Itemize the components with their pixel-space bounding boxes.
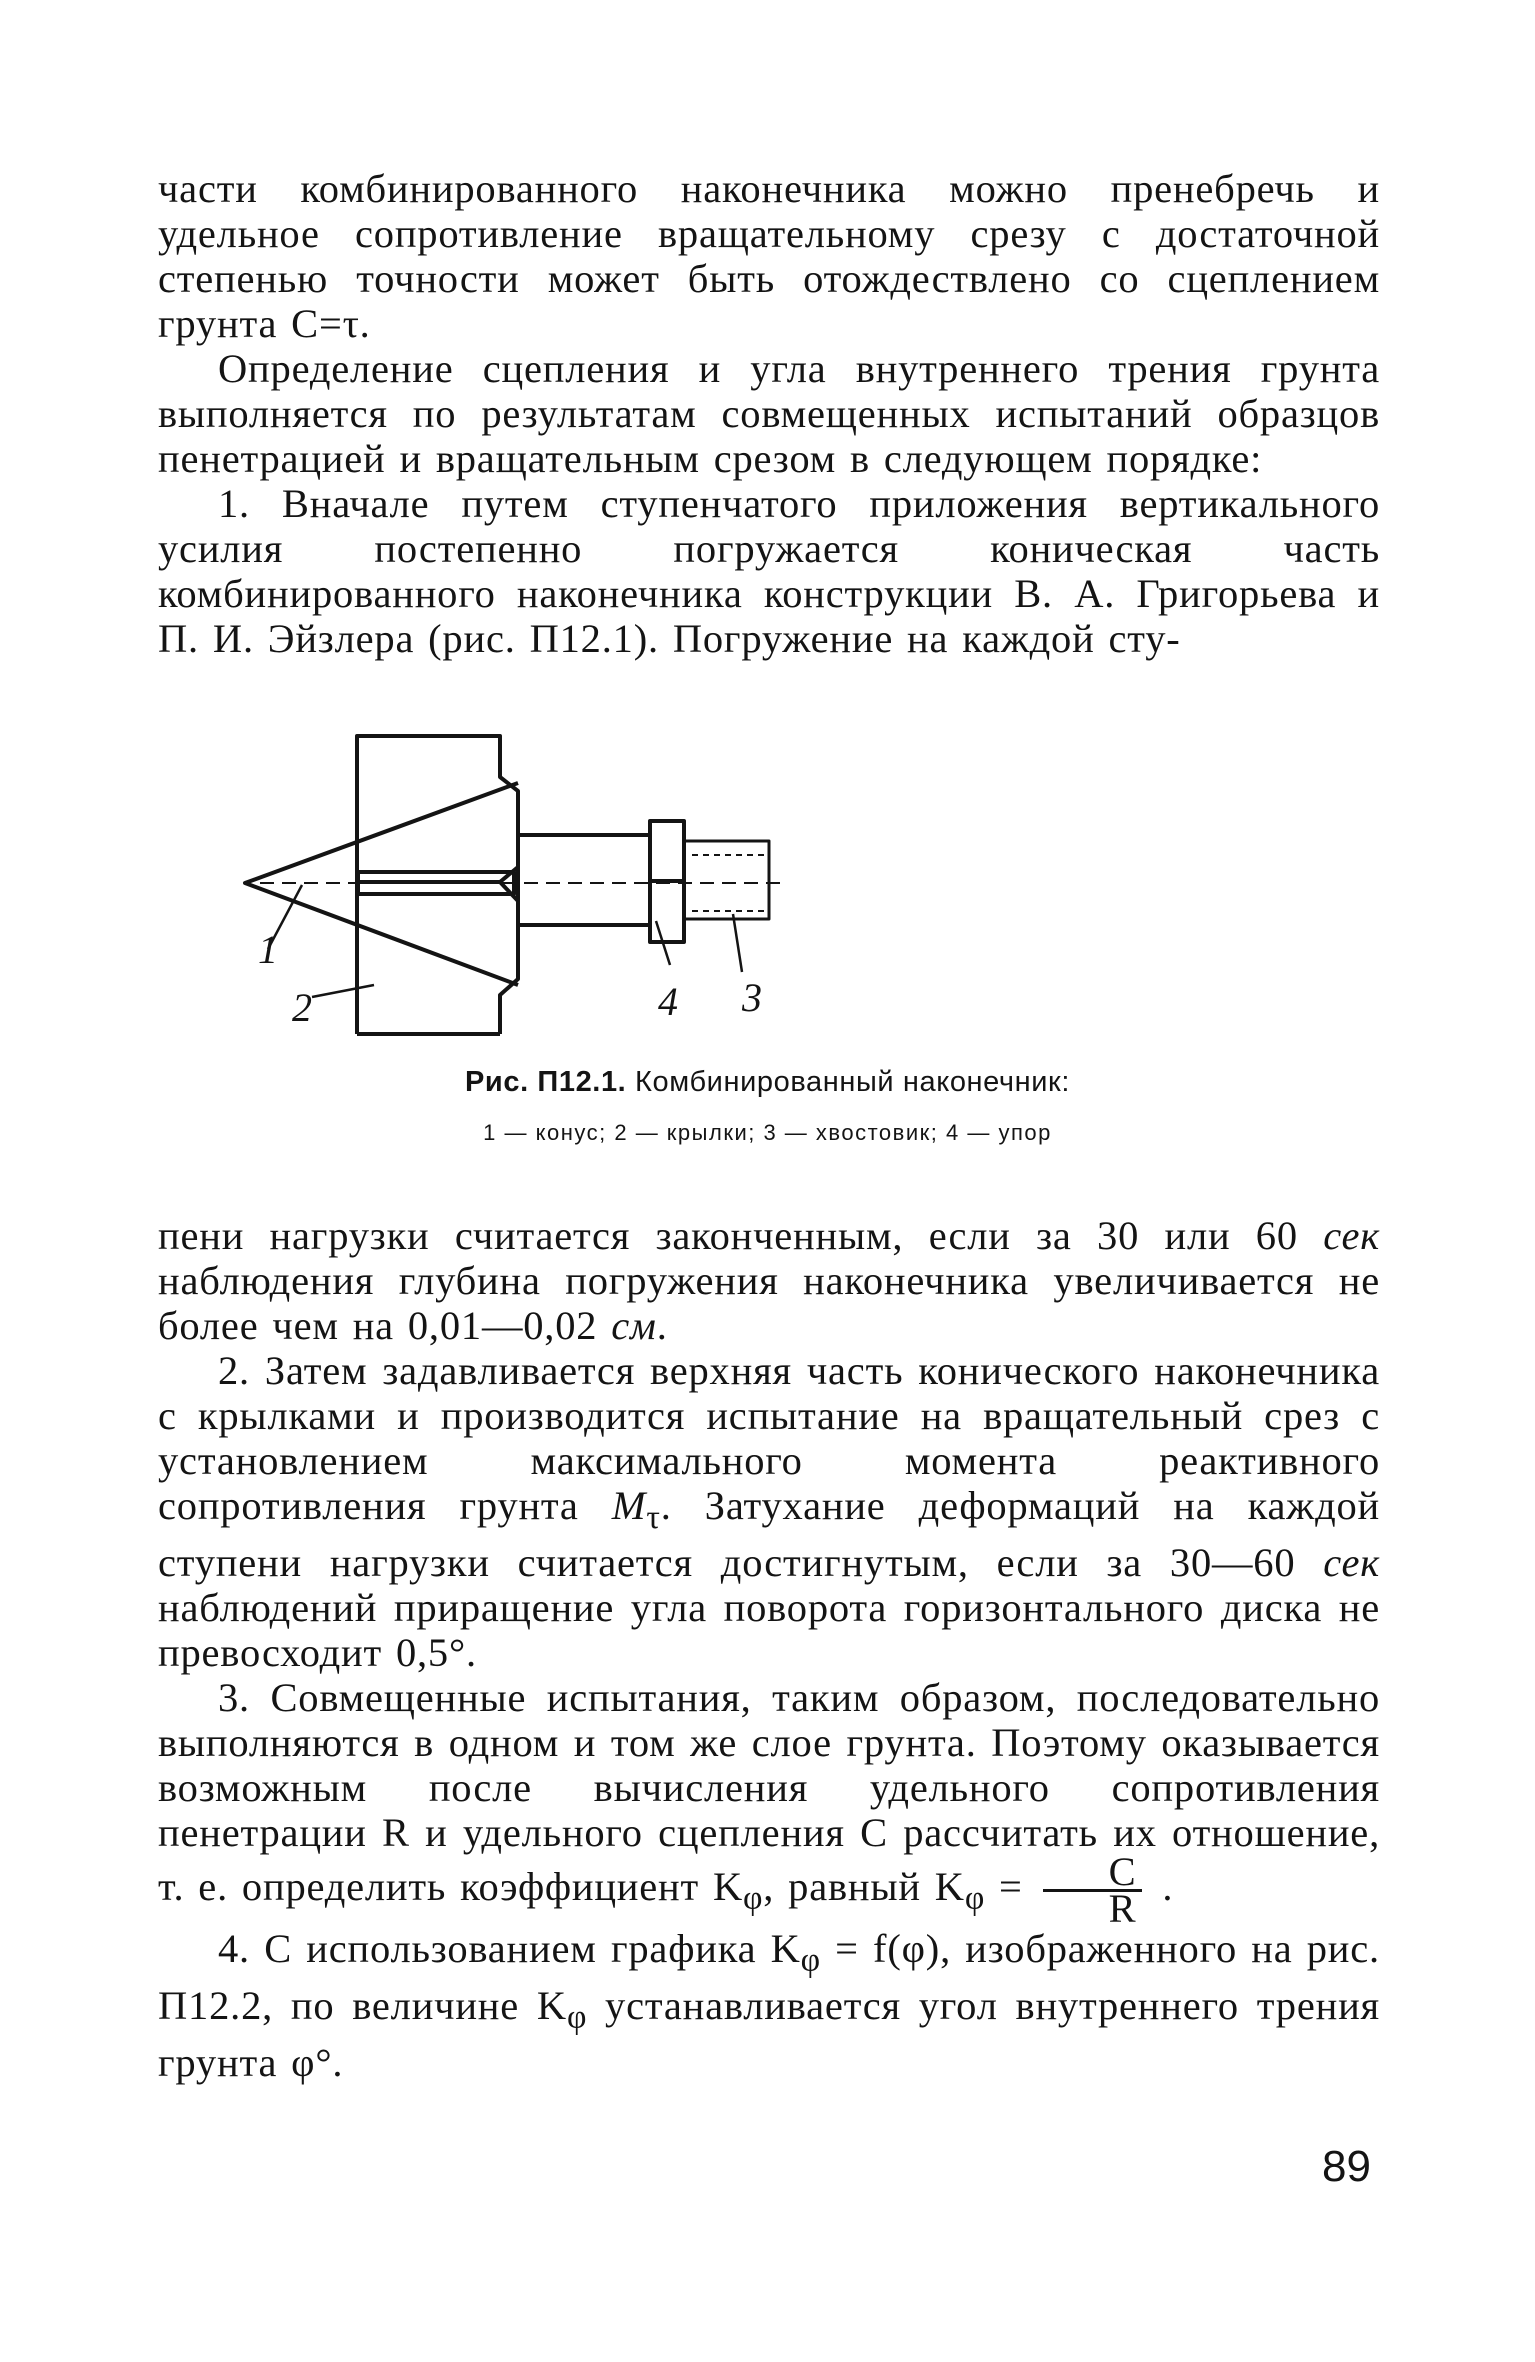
label-wings: 2: [292, 985, 312, 1030]
figure-caption: [160, 1066, 1375, 1099]
paragraph-definition: Определение сцепления и угла внутреннего трения грунта выполняется по результатам совмещенных испытаний образцов пенетрацией и вращательным срезом в следующем порядке:: [158, 346, 1380, 481]
wing-flange: [357, 736, 518, 882]
text-block-bottom: [158, 1213, 1380, 2085]
text-block-top: [158, 166, 1380, 661]
paragraph-step-1: 1. Вначале путем ступенчатого приложения вертикального усилия постепенно погружается коническая часть комбинированного наконечника конструкции В. А. Григорьева и П. И. Эйзлера (рис. П12.1). Погружение на каждой сту-: [158, 481, 1380, 661]
leader-2: [312, 985, 374, 997]
paragraph-step-3: 3. Совмещенные испытания, таким образом, последовательно выполняются в одном и том же слое грунта. Поэтому оказывается возможным после вычисления удельного сопротивления пенетрации R и удельного сцепления C рассчитать их отношение, т. е. определить коэффициент $K_\varphi$, равный $K_\varphi$ = $\frac{C}{R}$ .: [158, 1675, 1380, 1932]
wing-lower: [500, 882, 518, 1034]
caption-prefix: Рис. П12.1.: [464, 1066, 627, 1098]
paragraph-step-4: 4. С использованием графика $K_\varphi = f(\varphi)$, изображенного на рис. П12.2, по величине $K_\varphi$ устанавливается угол внутреннего трения грунта φ°.: [158, 1926, 1380, 2086]
leader-3: [733, 914, 742, 972]
paragraph-step-2: 2. Затем задавливается верхняя часть конического наконечника с крылками и производится испытание на вращательный срез с установлением максимального момента реактивного сопротивления грунта $M_\tau$. Затухание деформаций на каждой ступени нагрузки считается достигнутым, если за 30—60 сек наблюдений приращение угла поворота горизонтального диска не превосходит 0,5°.: [158, 1348, 1380, 1676]
shaft: [518, 835, 650, 925]
figure-legend: 1 — конус; 2 — крылки; 3 — хвостовик; 4 — упор: [483, 1120, 1052, 1145]
tail: [684, 841, 769, 919]
caption-title-text: Комбинированный наконечник:: [635, 1066, 1071, 1098]
paragraph-step-1-cont: пени нагрузки считается законченным, если за 30 или 60 сек наблюдения глубина погружения наконечника увеличивается не более чем на 0,01—0,02 см.: [158, 1213, 1380, 1348]
label-stop: 4: [658, 979, 678, 1024]
combined-tip-figure: [258, 735, 1220, 1055]
formula-c-over-r: $\frac{C}{R}$: [1043, 1855, 1143, 1926]
label-cone: 1: [258, 927, 278, 972]
page-number: 89: [1322, 2142, 1371, 2191]
paragraph-continuation: части комбинированного наконечника можно пренебречь и удельное сопротивление вращательному срезу с достаточной степенью точности может быть отождествлено со сцеплением грунта C=τ.: [158, 166, 1380, 346]
label-tail: 3: [742, 975, 762, 1020]
